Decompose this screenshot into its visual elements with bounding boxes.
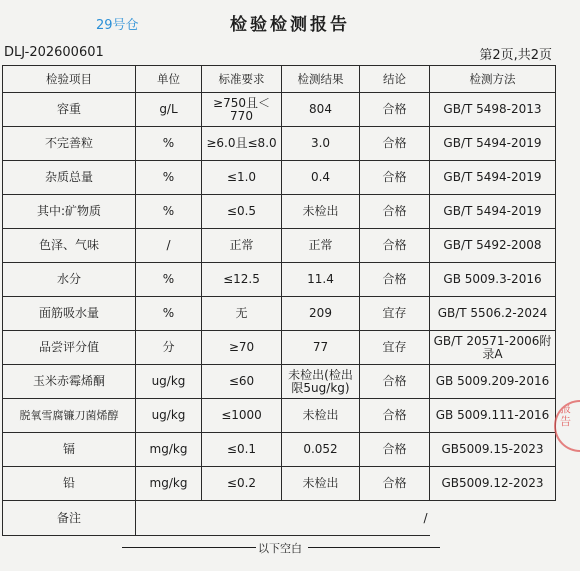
cell-item: 镉 [3, 433, 136, 467]
cell-result: 0.4 [282, 161, 360, 195]
cell-result: 804 [282, 93, 360, 127]
cell-item: 杂质总量 [3, 161, 136, 195]
cell-item: 不完善粒 [3, 127, 136, 161]
cell-unit: mg/kg [136, 433, 202, 467]
table-row [3, 331, 556, 365]
cell-conclusion: 合格 [360, 127, 430, 161]
cell-result: 11.4 [282, 263, 360, 297]
cell-standard: ≥70 [202, 331, 282, 365]
cell-unit: % [136, 263, 202, 297]
cell-unit: 分 [136, 331, 202, 365]
header-method: 检测方法 [430, 66, 556, 93]
cell-conclusion: 合格 [360, 365, 430, 399]
cell-method: GB5009.12-2023 [430, 467, 556, 501]
cell-item: 其中:矿物质 [3, 195, 136, 229]
cell-unit: % [136, 127, 202, 161]
cell-result: 0.052 [282, 433, 360, 467]
cell-result: 未检出 [282, 399, 360, 433]
cell-method: GB 5009.111-2016 [430, 399, 556, 433]
cell-method: GB/T 5494-2019 [430, 195, 556, 229]
report-number: DLJ-202600601 [4, 45, 104, 60]
table-row [3, 365, 556, 399]
table-header-row [3, 66, 556, 93]
cell-conclusion: 合格 [360, 433, 430, 467]
cell-method: GB/T 5492-2008 [430, 229, 556, 263]
cell-standard: 无 [202, 297, 282, 331]
remark-row [3, 501, 556, 536]
cell-conclusion: 宜存 [360, 297, 430, 331]
table-row [3, 263, 556, 297]
remark-label: 备注 [3, 501, 136, 536]
remark-value: / [136, 501, 430, 536]
cell-unit: % [136, 195, 202, 229]
header-standard: 标准要求 [202, 66, 282, 93]
footer-text: 以下空白 [258, 542, 302, 555]
cell-item: 面筋吸水量 [3, 297, 136, 331]
cell-result: 未检出 [282, 195, 360, 229]
cell-conclusion: 宜存 [360, 331, 430, 365]
cell-method: GB 5009.209-2016 [430, 365, 556, 399]
cell-standard: ≥750且＜770 [202, 93, 282, 127]
cell-unit: % [136, 297, 202, 331]
cell-method: GB/T 5494-2019 [430, 127, 556, 161]
cell-method: GB/T 5498-2013 [430, 93, 556, 127]
cell-unit: g/L [136, 93, 202, 127]
table-row [3, 467, 556, 501]
cell-method: GB5009.15-2023 [430, 433, 556, 467]
report-title: 检验检测报告 [230, 15, 350, 35]
cell-standard: ≤12.5 [202, 263, 282, 297]
cell-method: GB 5009.3-2016 [430, 263, 556, 297]
cell-conclusion: 合格 [360, 467, 430, 501]
table-row [3, 297, 556, 331]
footer-line-left [122, 547, 256, 548]
cell-standard: 正常 [202, 229, 282, 263]
cell-item: 水分 [3, 263, 136, 297]
cell-standard: ≤0.1 [202, 433, 282, 467]
cell-conclusion: 合格 [360, 229, 430, 263]
cell-standard: ≤1.0 [202, 161, 282, 195]
cell-conclusion: 合格 [360, 195, 430, 229]
header-conclusion: 结论 [360, 66, 430, 93]
header-result: 检测结果 [282, 66, 360, 93]
cell-method: GB/T 5506.2-2024 [430, 297, 556, 331]
table-row [3, 127, 556, 161]
table-row [3, 399, 556, 433]
cell-standard: ≤60 [202, 365, 282, 399]
cell-conclusion: 合格 [360, 161, 430, 195]
remark-empty [430, 501, 556, 536]
cell-result: 正常 [282, 229, 360, 263]
cell-unit: mg/kg [136, 467, 202, 501]
table-row [3, 433, 556, 467]
cell-standard: ≤1000 [202, 399, 282, 433]
cell-method: GB/T 5494-2019 [430, 161, 556, 195]
page-indicator: 第2页,共2页 [479, 48, 552, 63]
table-row [3, 161, 556, 195]
cell-result: 3.0 [282, 127, 360, 161]
cell-item: 脱氧雪腐镰刀菌烯醇 [3, 399, 136, 433]
cell-result: 未检出(检出限5ug/kg) [282, 365, 360, 399]
cell-item: 品尝评分值 [3, 331, 136, 365]
header-item: 检验项目 [3, 66, 136, 93]
cell-conclusion: 合格 [360, 93, 430, 127]
cell-item: 色泽、气味 [3, 229, 136, 263]
cell-unit: ug/kg [136, 365, 202, 399]
footer-line-right [308, 547, 440, 548]
table-row [3, 229, 556, 263]
cell-item: 容重 [3, 93, 136, 127]
cell-unit: % [136, 161, 202, 195]
cell-result: 77 [282, 331, 360, 365]
cell-item: 玉米赤霉烯酮 [3, 365, 136, 399]
cell-standard: ≤0.2 [202, 467, 282, 501]
red-stamp: 报告 [554, 400, 580, 452]
cell-conclusion: 合格 [360, 263, 430, 297]
cell-result: 未检出 [282, 467, 360, 501]
cell-standard: ≥6.0且≤8.0 [202, 127, 282, 161]
cell-unit: ug/kg [136, 399, 202, 433]
table-row [3, 195, 556, 229]
inspection-results-table [2, 65, 556, 536]
table-row [3, 93, 556, 127]
warehouse-handwritten-note: 29号仓 [96, 18, 139, 33]
cell-result: 209 [282, 297, 360, 331]
header-unit: 单位 [136, 66, 202, 93]
cell-item: 铅 [3, 467, 136, 501]
cell-standard: ≤0.5 [202, 195, 282, 229]
cell-conclusion: 合格 [360, 399, 430, 433]
cell-unit: / [136, 229, 202, 263]
cell-method: GB/T 20571-2006附录A [430, 331, 556, 365]
end-of-report-marker [122, 540, 440, 554]
